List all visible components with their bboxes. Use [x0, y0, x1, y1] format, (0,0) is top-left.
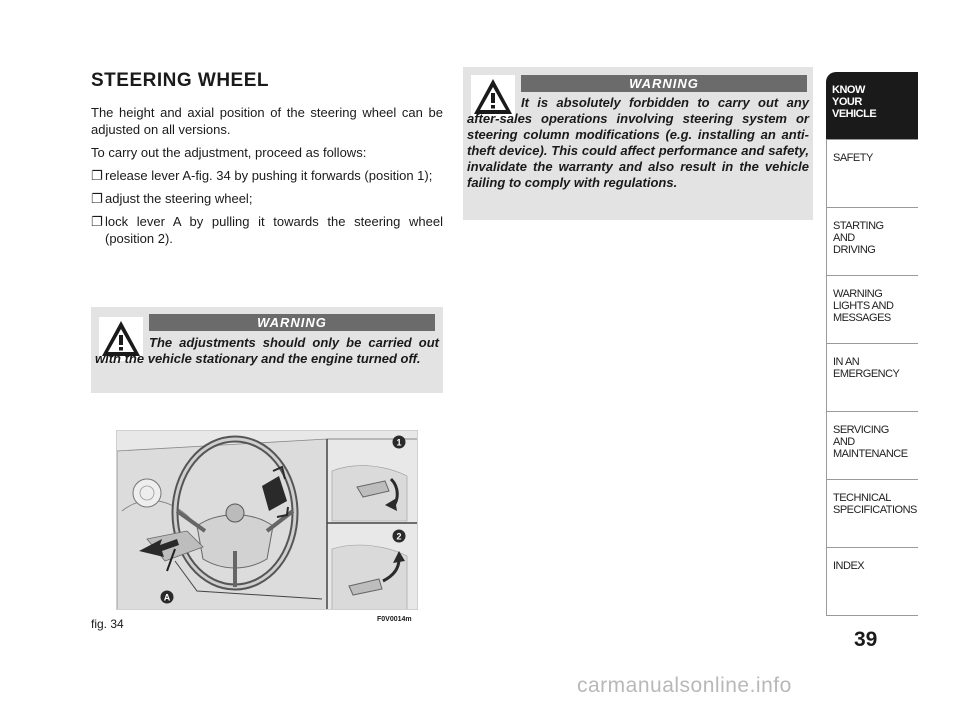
tab-label: MESSAGES — [833, 312, 891, 324]
page-number: 39 — [854, 628, 878, 651]
callout-1: 1 — [396, 437, 402, 448]
tab-label: DRIVING — [833, 244, 876, 256]
tab-label: INDEX — [833, 560, 865, 572]
tab-technical-specifications[interactable] — [826, 480, 918, 548]
tab-index[interactable] — [826, 548, 918, 616]
tab-label: IN AN — [833, 356, 860, 368]
tab-servicing[interactable] — [826, 412, 918, 480]
checkbox-bullet-icon: ❐ — [91, 214, 103, 229]
tab-label: AND — [833, 232, 855, 244]
procedure-intro: To carry out the adjustment, proceed as follows: — [91, 145, 367, 160]
tab-starting-and-driving[interactable] — [826, 208, 918, 276]
tab-label: YOUR — [832, 96, 862, 108]
intro-paragraph: The height and axial position of the steering wheel can be adjusted on all versions. — [91, 105, 443, 137]
body-text — [91, 104, 443, 253]
tab-label: EMERGENCY — [833, 368, 900, 380]
checkbox-bullet-icon: ❐ — [91, 191, 103, 206]
warning-label: WARNING — [521, 75, 807, 92]
watermark: carmanualsonline.info — [577, 674, 792, 697]
figure-caption: fig. 34 — [91, 617, 124, 631]
step-text: release lever A-fig. 34 by pushing it forwards (position 1); — [105, 168, 433, 183]
tab-label: SPECIFICATIONS — [833, 504, 917, 516]
tab-label: SERVICING — [833, 424, 889, 436]
steering-wheel-illustration — [116, 430, 418, 610]
tab-label: TECHNICAL — [833, 492, 891, 504]
callout-a: A — [163, 592, 171, 603]
step-item — [91, 190, 443, 207]
tab-label: SAFETY — [833, 152, 873, 164]
warning-text: It is absolutely forbidden to carry out any after-sales operations involving steering system or steering column modifications (e.g. installing an anti-theft device). This could affect performance and safety, invalidate the warranty and also result in the vehicle failing to comply with regulations. — [467, 95, 809, 190]
tab-label: STARTING — [833, 220, 884, 232]
step-text: adjust the steering wheel; — [105, 191, 253, 206]
tab-know-your-vehicle[interactable] — [826, 72, 918, 140]
checkbox-bullet-icon: ❐ — [91, 168, 103, 183]
step-item — [91, 167, 443, 184]
tab-label: VEHICLE — [832, 108, 877, 120]
chapter-sidebar — [826, 72, 918, 616]
warning-box-adjustment — [91, 307, 443, 393]
callout-2: 2 — [396, 531, 402, 542]
warning-label: WARNING — [149, 314, 435, 331]
tab-safety[interactable] — [826, 140, 918, 208]
warning-text: The adjustments should only be carried out with the vehicle stationary and the engine turned off. — [95, 335, 439, 366]
tab-label: KNOW — [832, 84, 865, 96]
warning-box-modifications — [463, 67, 813, 220]
tab-label: LIGHTS AND — [833, 300, 894, 312]
tab-warning-lights[interactable] — [826, 276, 918, 344]
tab-emergency[interactable] — [826, 344, 918, 412]
tab-label: WARNING — [833, 288, 883, 300]
tab-label: MAINTENANCE — [833, 448, 908, 460]
figure-code: F0V0014m — [377, 616, 412, 623]
step-text: lock lever A by pulling it towards the steering wheel (position 2). — [105, 214, 443, 246]
page-title: STEERING WHEEL — [91, 70, 270, 91]
tab-label: AND — [833, 436, 855, 448]
step-item — [91, 213, 443, 247]
